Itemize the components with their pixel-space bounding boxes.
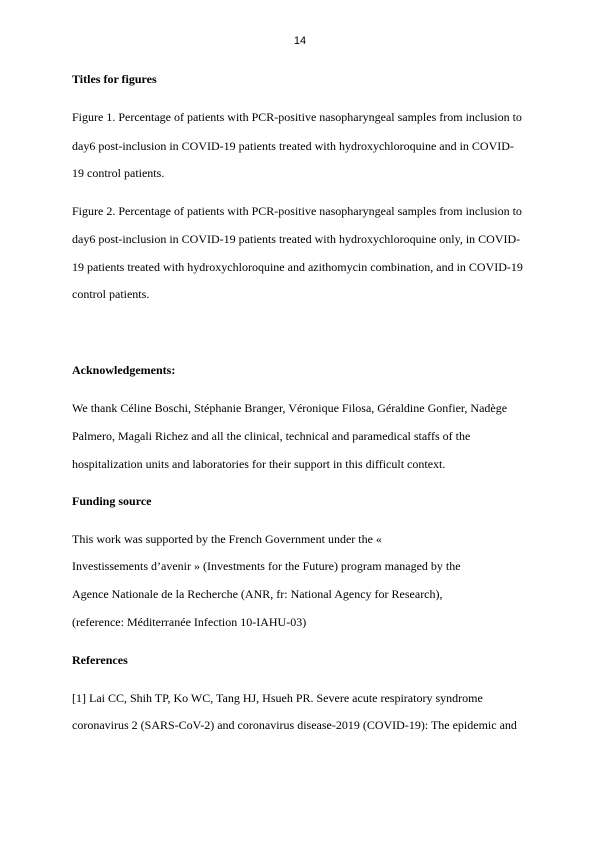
figure1-line: Figure 1. Percentage of patients with PCR-positive nasopharyngeal samples from inclusion to <box>72 110 522 124</box>
funding-line: Investissements d’avenir » (Investments for the Future) program managed by the <box>72 559 461 573</box>
reference-line: [1] Lai CC, Shih TP, Ko WC, Tang HJ, Hsueh PR. Severe acute respiratory syndrome <box>72 691 483 705</box>
funding-heading: Funding source <box>72 494 152 508</box>
figure2-line: day6 post-inclusion in COVID-19 patients treated with hydroxychloroquine only, in COVID- <box>72 232 521 246</box>
acknowledgements-line: We thank Céline Boschi, Stéphanie Branger, Véronique Filosa, Géraldine Gonfier, Nadège <box>72 401 508 415</box>
acknowledgements-line: Palmero, Magali Richez and all the clinical, technical and paramedical staffs of the <box>72 429 471 443</box>
figure2-line: control patients. <box>72 287 150 301</box>
titles-heading: Titles for figures <box>72 72 157 86</box>
funding-line: This work was supported by the French Government under the « <box>72 532 382 546</box>
acknowledgements-line: hospitalization units and laboratories for their support in this difficult context. <box>72 457 446 471</box>
page-number: 14 <box>293 35 307 47</box>
acknowledgements-heading: Acknowledgements: <box>72 363 176 377</box>
funding-line: Agence Nationale de la Recherche (ANR, fr: National Agency for Research), <box>72 587 443 601</box>
funding-line: (reference: Méditerranée Infection 10-IAHU-03) <box>72 615 307 629</box>
figure2-line: 19 patients treated with hydroxychloroquine and azithomycin combination, and in COVID-19 <box>72 260 523 274</box>
reference-line: coronavirus 2 (SARS-CoV-2) and coronavirus disease-2019 (COVID-19): The epidemic and <box>72 718 517 732</box>
figure2-line: Figure 2. Percentage of patients with PCR-positive nasopharyngeal samples from inclusion to <box>72 204 522 218</box>
references-heading: References <box>72 653 128 667</box>
figure1-line: 19 control patients. <box>72 166 165 180</box>
figure1-line: day6 post-inclusion in COVID-19 patients treated with hydroxychloroquine and in COVID- <box>72 139 514 153</box>
